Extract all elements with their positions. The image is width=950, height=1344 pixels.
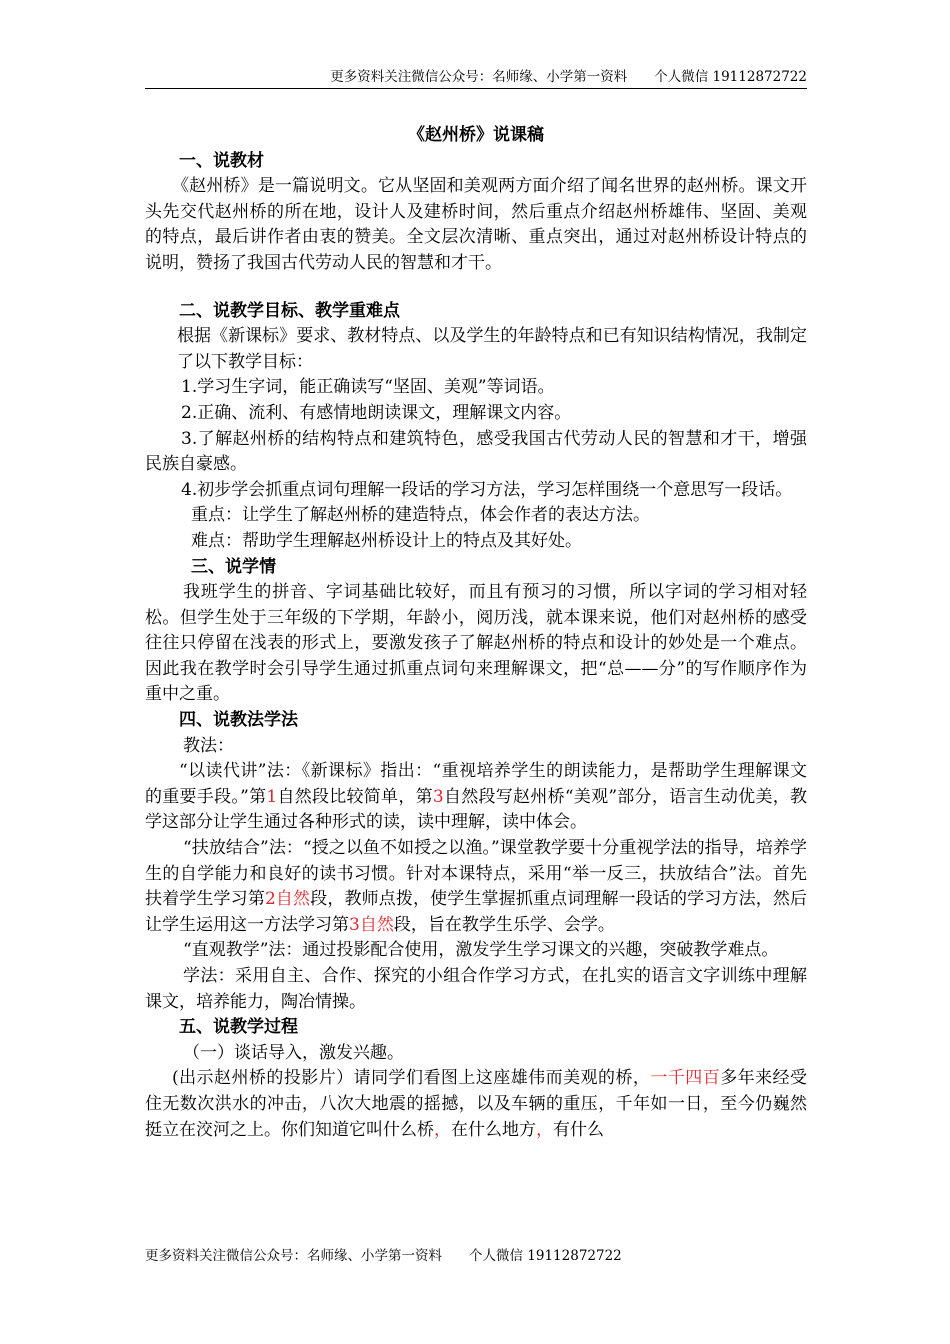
section-heading-4: 四、说教法学法	[179, 710, 298, 731]
goal-item-4: 4.初步学会抓重点词句理解一段话的学习方法，学习怎样围绕一个意思写一段话。	[181, 479, 793, 500]
method-guided-text-a: “扶放结合”法：“授之以鱼不如授之以渔。”课堂教学要十分重视学法的指导，培养学生的自学能力和良好的读书习惯。针对本课特点，采用“举一反三，扶放结合”法。首先扶着学生学习第	[145, 838, 807, 910]
paragraph-number: 3	[432, 786, 444, 807]
highlight-comma: ，	[536, 1119, 553, 1140]
section-heading-3: 三、说学情	[191, 556, 276, 577]
intro-text-a: (出示赵州桥的投影片）请同学们看图上这座雄伟而美观的桥，	[172, 1068, 651, 1089]
page-header: 更多资料关注微信公众号：名师缘、小学第一资料 个人微信 19112872722	[330, 69, 807, 85]
difficult-point: 难点：帮助学生理解赵州桥设计上的特点及其好处。	[191, 530, 582, 551]
intro-text-b: 多年来经受住无数次洪水的冲击，八次大地震的摇撼，以及车辆的重压，千年如一日，至今仍巍然挺立在洨河之上。你们知道它叫什么桥	[145, 1068, 808, 1140]
header-rule	[145, 88, 807, 89]
goal-item-1: 1.学习生字词，能正确读写“坚固、美观”等词语。	[181, 377, 555, 398]
document-body	[145, 123, 807, 1143]
method-guided	[145, 836, 807, 938]
intro-text-c: 在什么地方	[451, 1119, 536, 1140]
method-visual: “直观教学”法：通过投影配合使用，激发学生学习课文的兴趣，突破教学难点。	[183, 940, 779, 961]
teaching-method-label: 教法：	[183, 735, 234, 756]
goal-item-3: 3.了解赵州桥的结构特点和建筑特色，感受我国古代劳动人民的智慧和才干，增强民族自豪感。	[145, 428, 807, 475]
paragraph-number: 3自然	[349, 914, 394, 935]
method-reading-text-c: 自然段写赵州桥“美观”部分，语言生动优美，教学这部分让学生通过各种形式的读，读中理解，读中体会。	[145, 786, 807, 833]
section-heading-5: 五、说教学过程	[179, 1017, 298, 1038]
paragraph-goals-intro: 根据《新课标》要求、教材特点、以及学生的年龄特点和已有知识结构情况，我制定了以下教学目标：	[177, 326, 807, 372]
spacer	[145, 277, 807, 299]
intro-text-d: 有什么	[553, 1119, 604, 1140]
page-footer: 更多资料关注微信公众号：名师缘、小学第一资料 个人微信 19112872722	[145, 1248, 622, 1264]
learning-method: 学法：采用自主、合作、探究的小组合作学习方式，在扎实的语言文字训练中理解课文，培养能力，陶冶情操。	[145, 966, 807, 1012]
paragraph-number: 2自然	[264, 889, 311, 910]
key-point: 重点：让学生了解赵州桥的建造特点，体会作者的表达方法。	[191, 505, 650, 526]
paragraph-intro-talk	[145, 1066, 807, 1143]
section-heading-2: 二、说教学目标、教学重难点	[179, 300, 400, 321]
method-guided-text-b: 段，教师点拨，使学生掌握抓重点词理解一段话的学习方法，然后让学生运用这一方法学习第	[145, 889, 807, 935]
highlight-comma: ，	[434, 1119, 451, 1140]
paragraph-students: 我班学生的拼音、字词基础比较好，而且有预习的习惯，所以字词的学习相对轻松。但学生处于三年级的下学期，年龄小，阅历浅，就本课来说，他们对赵州桥的感受往往只停留在浅表的形式上，要激发孩子了解赵州桥的特点和设计的妙处是一个难点。因此我在教学时会引导学生通过抓重点词句来理解课文，把“总——分”的写作顺序作为重中之重。	[145, 582, 807, 705]
paragraph-textbook: 《赵州桥》是一篇说明文。它从坚固和美观两方面介绍了闻名世界的赵州桥。课文开头先交代赵州桥的所在地，设计人及建桥时间，然后重点介绍赵州桥雄伟、坚固、美观的特点，最后讲作者由衷的赞美。全文层次清晰、重点突出，通过对赵州桥设计特点的说明，赞扬了我国古代劳动人民的智慧和才干。	[145, 176, 807, 273]
method-reading-text-b: 自然段比较简单，第	[277, 786, 433, 807]
paragraph-number: 1	[266, 786, 278, 807]
document-title: 《赵州桥》说课稿	[408, 125, 544, 145]
goal-item-2: 2.正确、流利、有感情地朗读课文，理解课文内容。	[181, 402, 572, 423]
highlight-years: 一千四百	[650, 1068, 721, 1089]
section-heading-1: 一、说教材	[179, 150, 264, 171]
method-guided-text-c: 段，旨在教学生乐学、会学。	[393, 914, 615, 935]
method-reading-text-a: “以读代讲”法：《新课标》指出：“重视培养学生的朗读能力，是帮助学生理解课文的重要手段。”第	[145, 761, 807, 807]
step-1-heading: （一）谈话导入，激发兴趣。	[183, 1042, 404, 1063]
method-reading	[145, 759, 807, 836]
